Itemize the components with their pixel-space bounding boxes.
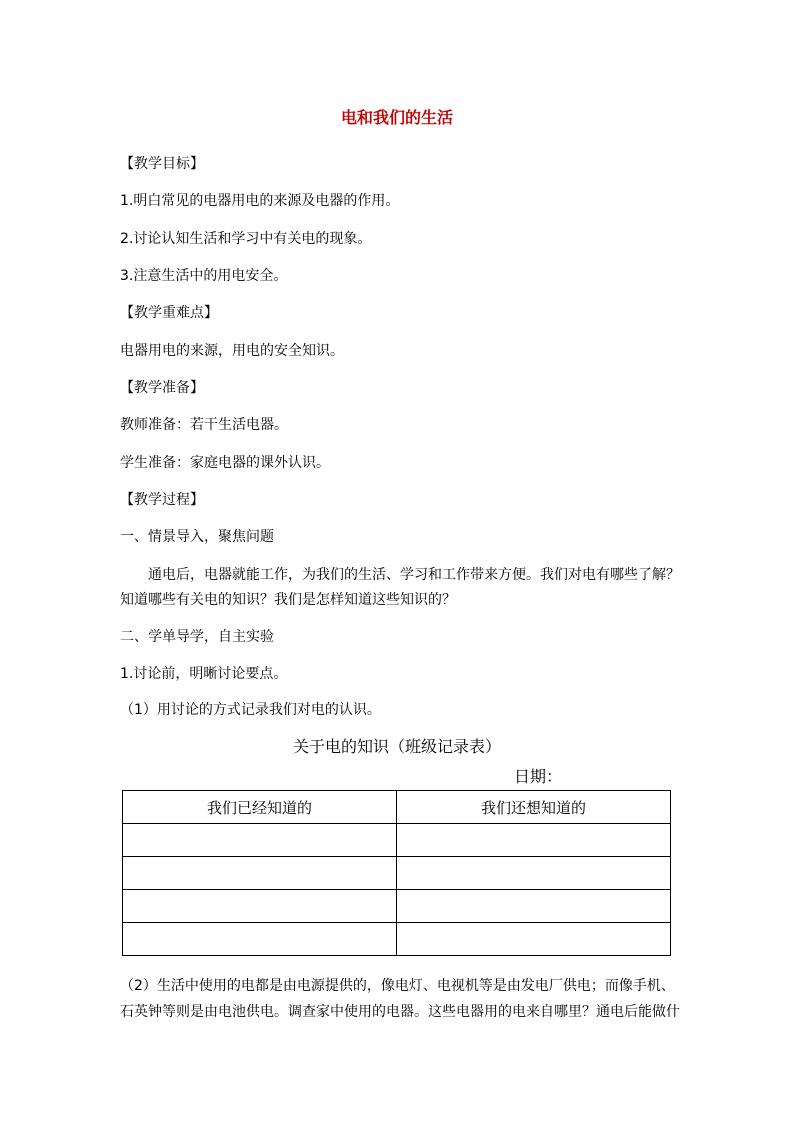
step1-text: 1.讨论前，明晰讨论要点。	[120, 666, 288, 682]
goal-item-1: 1.明白常见的电器用电的来源及电器的作用。	[120, 193, 400, 209]
table-row	[123, 890, 671, 923]
table-header-want-to-know: 我们还想知道的	[397, 791, 671, 824]
table-row	[123, 824, 671, 857]
goal-item-3: 3.注意生活中的用电安全。	[120, 268, 288, 284]
process-heading: 【教学过程】	[120, 492, 204, 508]
table-cell	[397, 857, 671, 890]
table-caption: 关于电的知识（班级记录表）	[292, 737, 501, 756]
table-cell	[397, 890, 671, 923]
goals-heading: 【教学目标】	[120, 156, 204, 172]
part1-paragraph-line1: 通电后，电器就能工作，为我们的生活、学习和工作带来方便。我们对电有哪些了解？	[148, 567, 680, 583]
table-row	[123, 857, 671, 890]
table-cell	[123, 824, 397, 857]
key-points-text: 电器用电的来源，用电的安全知识。	[120, 343, 344, 359]
student-preparation: 学生准备：家庭电器的课外认识。	[120, 455, 330, 471]
teacher-preparation: 教师准备：若干生活电器。	[120, 417, 288, 433]
sub-step2-line1: （2）生活中使用的电都是由电源提供的，像电灯、电视机等是由发电厂供电；而像手机、	[120, 978, 675, 994]
sub-step2-line2: 石英钟等则是由电池供电。调查家中使用的电器。这些电器用的电来自哪里？通电后能做什	[120, 1004, 680, 1020]
table-cell	[123, 890, 397, 923]
part1-paragraph-line2: 知道哪些有关电的知识？我们是怎样知道这些知识的？	[120, 592, 456, 608]
table-cell	[397, 923, 671, 956]
knowledge-record-table	[122, 790, 671, 956]
table-cell	[123, 857, 397, 890]
table-cell	[123, 923, 397, 956]
key-points-heading: 【教学重难点】	[120, 305, 218, 321]
goal-item-2: 2.讨论认知生活和学习中有关电的现象。	[120, 231, 372, 247]
part1-heading: 一、情景导入，聚焦问题	[120, 529, 274, 545]
table-date-label: 日期：	[514, 767, 563, 786]
table-header-row	[123, 791, 671, 824]
sub-step1-text: （1）用讨论的方式记录我们对电的认识。	[120, 702, 381, 718]
part2-heading: 二、学单导学，自主实验	[120, 629, 274, 645]
preparation-heading: 【教学准备】	[120, 380, 204, 396]
table-row	[123, 923, 671, 956]
table-cell	[397, 824, 671, 857]
document-title: 电和我们的生活	[340, 108, 453, 127]
table-header-known: 我们已经知道的	[123, 791, 397, 824]
